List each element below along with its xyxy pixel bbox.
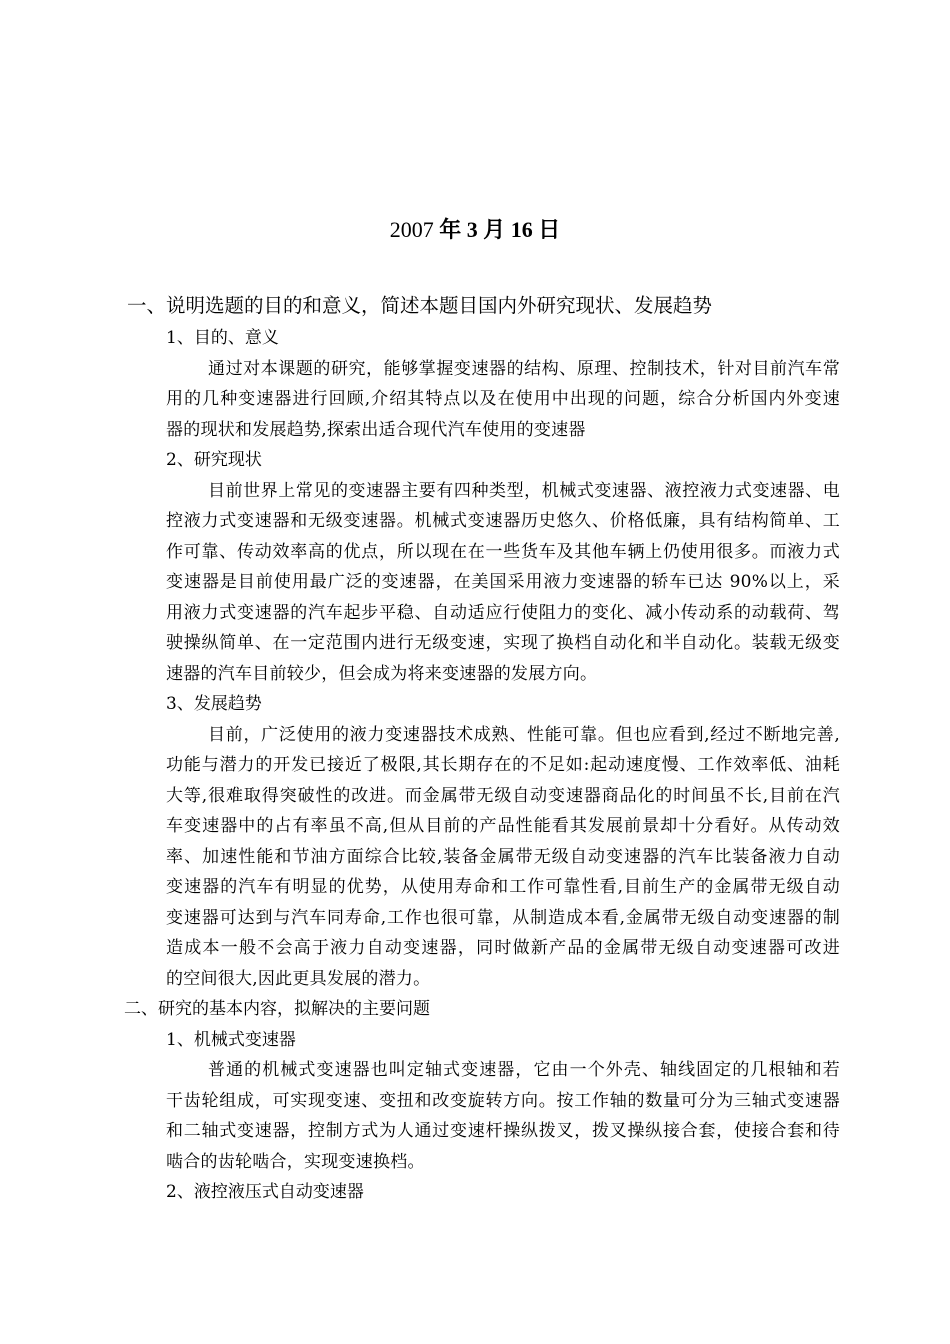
paragraph-line: 作可靠、传动效率高的优点，所以现在在一些货车及其他车辆上仍使用很多。而液力式 — [166, 541, 840, 562]
paragraph-line: 目前世界上常见的变速器主要有四种类型，机械式变速器、液控液力式变速器、电 — [208, 480, 840, 501]
paragraph-line: 啮合的齿轮啮合，实现变速换档。 — [166, 1151, 425, 1172]
paragraph-line: 和二轴式变速器，控制方式为人通过变速杆操纵拨叉，拨叉操纵接合套，使接合套和待 — [166, 1121, 840, 1141]
section-1-sub-3-heading: 3、发展趋势 — [166, 694, 262, 714]
paragraph-line: 目前，广泛使用的液力变速器技术成熟、性能可靠。但也应看到,经过不断地完善, — [208, 724, 840, 745]
paragraph-line: 大等,很难取得突破性的改进。而金属带无级自动变速器商品化的时间虽不长,目前在汽 — [166, 785, 840, 806]
paragraph-line: 用液力式变速器的汽车起步平稳、自动适应行使阻力的变化、减小传动系的动载荷、驾 — [166, 602, 840, 623]
section-2-sub-2-heading: 2、液控液压式自动变速器 — [166, 1182, 364, 1202]
document-body — [124, 289, 840, 1208]
paragraph-line: 普通的机械式变速器也叫定轴式变速器，它由一个外壳、轴线固定的几根轴和若 — [208, 1060, 840, 1080]
paragraph-line: 率、加速性能和节油方面综合比较,装备金属带无级自动变速器的汽车比装备液力自动 — [166, 846, 840, 867]
paragraph-line: 速器的汽车目前较少，但会成为将来变速器的发展方向。 — [166, 663, 598, 684]
paragraph-line: 控液力式变速器和无级变速器。机械式变速器历史悠久、价格低廉，具有结构简单、工 — [166, 511, 840, 531]
paragraph-line: 功能与潜力的开发已接近了极限,其长期存在的不足如:起动速度慢、工作效率低、油耗 — [166, 755, 840, 775]
paragraph-line: 驶操纵简单、在一定范围内进行无级变速，实现了换档自动化和半自动化。装载无级变 — [166, 633, 840, 653]
paragraph-line: 变速器可达到与汽车同寿命,工作也很可靠，从制造成本看,金属带无级自动变速器的制 — [166, 907, 840, 928]
section-1-sub-1-paragraph — [124, 354, 840, 446]
date-year: 2007 — [389, 217, 434, 242]
paragraph-line: 造成本一般不会高于液力自动变速器，同时做新产品的金属带无级自动变速器可改进 — [166, 938, 840, 958]
paragraph-line: 的空间很大,因此更具发展的潜力。 — [166, 968, 431, 989]
date-heading — [0, 214, 950, 246]
section-2-sub-1-paragraph — [124, 1055, 840, 1177]
paragraph-line: 用的几种变速器进行回顾,介绍其特点以及在使用中出现的问题，综合分析国内外变速 — [166, 389, 840, 409]
section-1-title: 一、说明选题的目的和意义，简述本题目国内外研究现状、发展趋势 — [127, 294, 713, 317]
paragraph-line: 通过对本课题的研究，能够掌握变速器的结构、原理、控制技术，针对目前汽车常 — [208, 358, 840, 379]
section-1-sub-3-paragraph — [124, 720, 840, 995]
paragraph-line: 变速器的汽车有明显的优势，从使用寿命和工作可靠性看,目前生产的金属带无级自动 — [166, 877, 840, 897]
section-1-sub-1-heading: 1、目的、意义 — [166, 328, 279, 348]
paragraph-line: 器的现状和发展趋势,探索出适合现代汽车使用的变速器 — [166, 419, 586, 440]
section-2-title: 二、研究的基本内容，拟解决的主要问题 — [124, 999, 430, 1019]
paragraph-line: 干齿轮组成，可实现变速、变扭和改变旋转方向。按工作轴的数量可分为三轴式变速器 — [166, 1090, 840, 1111]
section-2-sub-1-heading: 1、机械式变速器 — [166, 1029, 296, 1050]
section-1-sub-2-paragraph — [124, 476, 840, 690]
paragraph-line: 变速器是目前使用最广泛的变速器，在美国采用液力变速器的轿车已达 90%以上，采 — [166, 572, 840, 592]
date-month-day: 年 3 月 16 日 — [439, 217, 561, 242]
paragraph-line: 车变速器中的占有率虽不高,但从目前的产品性能看其发展前景却十分看好。从传动效 — [166, 816, 840, 836]
section-1-sub-2-heading: 2、研究现状 — [166, 450, 262, 470]
